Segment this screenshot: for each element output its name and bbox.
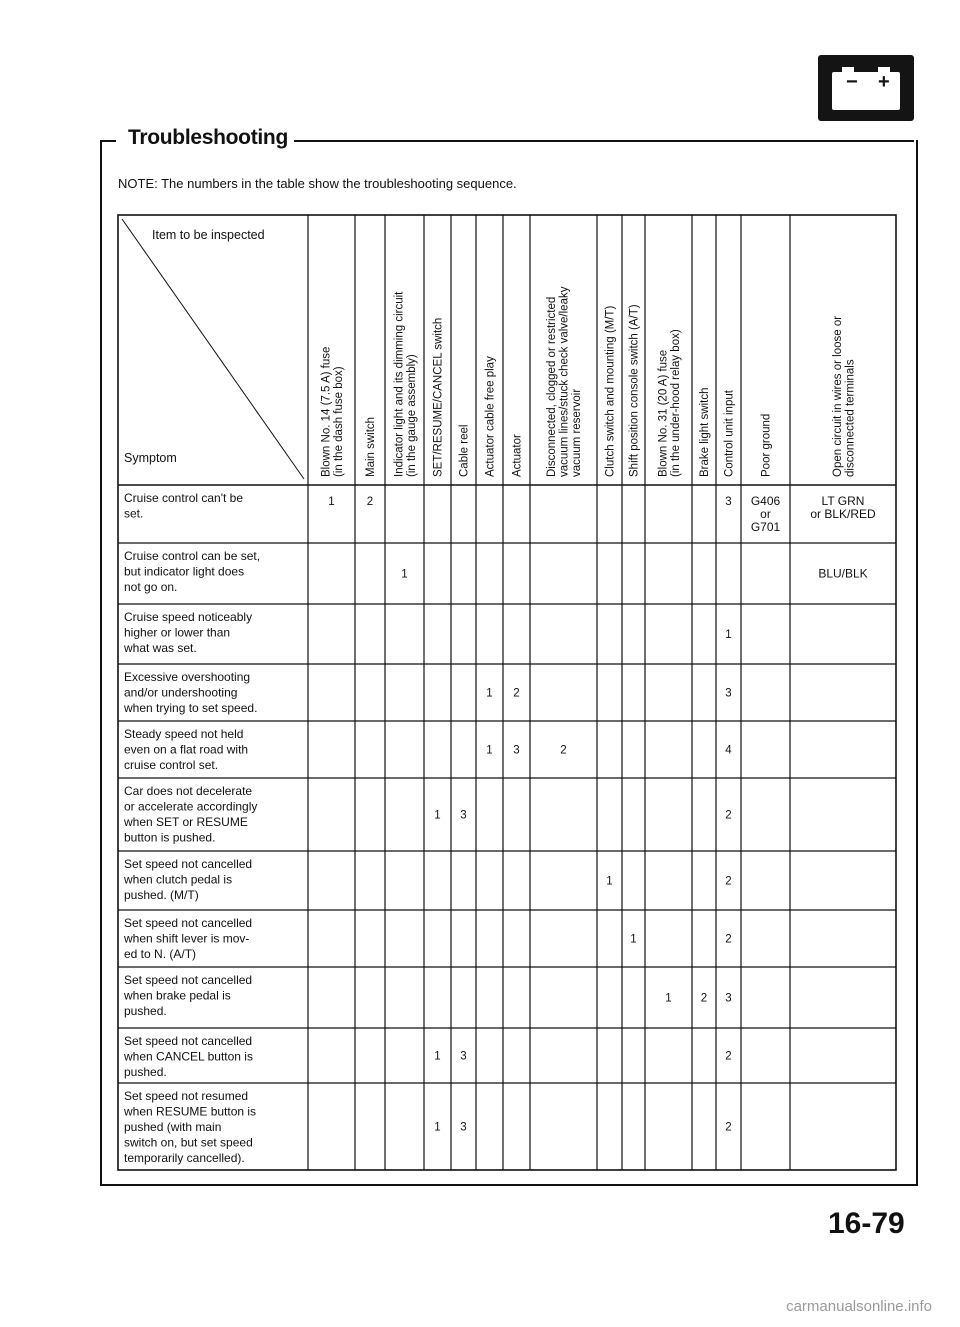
symptom-text: not go on. bbox=[124, 580, 178, 594]
column-header-text: Cable reel bbox=[458, 424, 471, 477]
column-header-9 bbox=[605, 306, 617, 477]
column-header-10 bbox=[629, 304, 641, 477]
column-header-8 bbox=[546, 286, 583, 477]
sequence-cell: 2 bbox=[366, 496, 374, 508]
column-header-text: Poor ground bbox=[760, 413, 773, 477]
column-header-text: Clutch switch and mounting (M/T) bbox=[604, 305, 617, 477]
column-header-text: Indicator light and its dimming circuit bbox=[393, 291, 406, 477]
column-header-7 bbox=[512, 434, 524, 477]
column-header-3 bbox=[393, 291, 418, 477]
symptom-text: temporarily cancelled). bbox=[124, 1151, 245, 1165]
table-row bbox=[123, 916, 732, 961]
sequence-cell: BLU/BLK bbox=[818, 566, 868, 581]
symptom-text: ed to N. (A/T) bbox=[124, 947, 197, 961]
sequence-cell: 3 bbox=[460, 1121, 467, 1134]
symptom-text: Set speed not cancelled bbox=[124, 916, 253, 930]
symptom-text: when RESUME button is bbox=[124, 1104, 257, 1119]
symptom-text: Excessive overshooting bbox=[124, 670, 251, 684]
column-header-2 bbox=[365, 417, 377, 477]
column-header-12 bbox=[699, 388, 711, 477]
column-header-text: disconnected terminals bbox=[844, 359, 857, 477]
table-row bbox=[123, 857, 732, 902]
column-header-14 bbox=[761, 414, 773, 477]
sequence-cell: 3 bbox=[725, 992, 732, 1005]
column-header-text: Shift position console switch (A/T) bbox=[628, 304, 641, 477]
symptom-text: Set speed not cancelled bbox=[124, 857, 253, 871]
column-header-15 bbox=[832, 316, 857, 477]
symptom-text: or accelerate accordingly bbox=[124, 799, 258, 814]
watermark: carmanualsonline.info bbox=[786, 1298, 932, 1315]
symptom-text: Set speed not cancelled bbox=[124, 973, 253, 987]
sequence-cell: LT GRN bbox=[821, 494, 865, 508]
sequence-cell: 1 bbox=[630, 933, 637, 946]
column-header-text: Blown No. 31 (20 A) fuse bbox=[657, 349, 670, 477]
column-header-text: Brake light switch bbox=[699, 387, 711, 477]
table-row bbox=[123, 610, 732, 655]
symptom-text: Cruise control can be set, bbox=[124, 549, 261, 563]
sequence-cell: 2 bbox=[700, 992, 708, 1005]
symptom-text: button is pushed. bbox=[124, 830, 216, 845]
sequence-cell: G406 bbox=[750, 494, 781, 508]
symptom-text: when shift lever is mov- bbox=[124, 931, 250, 946]
sequence-cell: 1 bbox=[328, 496, 335, 508]
symptom-text: Steady speed not held bbox=[124, 727, 244, 741]
sequence-cell: 1 bbox=[486, 744, 493, 757]
symptom-text: Set speed not cancelled bbox=[124, 1034, 253, 1048]
sequence-cell: 3 bbox=[460, 809, 467, 822]
sequence-cell: 3 bbox=[513, 744, 520, 757]
symptom-text: pushed. bbox=[124, 1004, 167, 1018]
symptom-text: but indicator light does bbox=[124, 564, 245, 579]
page-title: Troubleshooting bbox=[122, 126, 294, 150]
symptom-text: set. bbox=[124, 506, 144, 521]
symptom-text: when brake pedal is bbox=[124, 988, 231, 1003]
column-header-5 bbox=[459, 425, 471, 477]
sequence-cell: 3 bbox=[725, 496, 732, 508]
page-number: 16-79 bbox=[828, 1207, 905, 1240]
sequence-cell: 2 bbox=[560, 744, 567, 757]
sequence-cell: 1 bbox=[434, 809, 441, 822]
sequence-cell: 1 bbox=[606, 875, 613, 888]
sequence-cell: 1 bbox=[401, 568, 408, 581]
column-header-text: (in the dash fuse box) bbox=[332, 366, 345, 477]
sequence-cell: 4 bbox=[725, 744, 732, 757]
column-header-text: Actuator cable free play bbox=[484, 356, 497, 477]
column-header-text: Actuator bbox=[511, 434, 524, 477]
symptom-text: cruise control set. bbox=[124, 758, 219, 772]
sequence-cell: 3 bbox=[460, 1050, 467, 1063]
symptom-text: Cruise control can't be bbox=[124, 491, 244, 505]
symptom-text: what was set. bbox=[124, 641, 197, 655]
table-row bbox=[123, 1089, 732, 1165]
sequence-cell: or BLK/RED bbox=[810, 507, 876, 521]
sequence-cell: 1 bbox=[486, 687, 493, 700]
symptom-text: even on a flat road with bbox=[124, 742, 249, 757]
column-header-text: Blown No. 14 (7.5 A) fuse bbox=[320, 346, 333, 477]
column-header-text: (in the under-hood relay box) bbox=[669, 329, 682, 477]
column-header-6 bbox=[485, 356, 497, 477]
column-header-text: SET/RESUME/CANCEL switch bbox=[432, 317, 445, 477]
table-row bbox=[123, 784, 732, 845]
table-row bbox=[124, 491, 876, 534]
sequence-cell: 2 bbox=[725, 1121, 732, 1134]
sequence-cell: 2 bbox=[725, 809, 732, 822]
symptom-text: and/or undershooting bbox=[124, 685, 238, 700]
sequence-cell: 2 bbox=[725, 875, 732, 888]
sequence-cell: 3 bbox=[725, 687, 732, 700]
sequence-cell: 1 bbox=[434, 1050, 441, 1063]
symptom-text: switch on, but set speed bbox=[124, 1135, 253, 1150]
symptom-text: pushed (with main bbox=[124, 1120, 222, 1134]
table-row bbox=[123, 973, 732, 1018]
column-header-text: vacuum reservoir bbox=[571, 388, 583, 477]
column-header-text: Disconnected, clogged or restricted bbox=[546, 296, 558, 477]
symptom-text: when trying to set speed. bbox=[124, 701, 258, 715]
table-row bbox=[123, 670, 732, 715]
column-header-text: vacuum lines/stuck check valve/leaky bbox=[558, 286, 571, 477]
symptom-text: when clutch pedal is bbox=[124, 872, 233, 887]
symptom-text: pushed. bbox=[124, 1065, 167, 1079]
header-diagonal bbox=[122, 219, 304, 479]
column-header-text: Control unit input bbox=[723, 390, 736, 477]
table-row bbox=[124, 727, 732, 772]
column-header-text: Main switch bbox=[365, 416, 377, 477]
symptom-text: Car does not decelerate bbox=[124, 784, 253, 798]
column-header-13 bbox=[724, 389, 736, 477]
sequence-cell: 2 bbox=[513, 687, 520, 700]
battery-icon: − + bbox=[818, 55, 914, 121]
symptom-text: pushed. (M/T) bbox=[124, 888, 199, 902]
sequence-cell: 1 bbox=[725, 629, 732, 641]
sequence-cell: or bbox=[760, 507, 771, 521]
table-row bbox=[124, 549, 868, 594]
sequence-cell: G701 bbox=[750, 520, 781, 534]
column-header-text: Open circuit in wires or loose or bbox=[831, 315, 844, 477]
symptom-text: when CANCEL button is bbox=[124, 1049, 253, 1064]
column-header-1 bbox=[320, 347, 345, 477]
symptom-text: Cruise speed noticeably bbox=[124, 610, 253, 624]
column-header-text: (in the gauge assembly) bbox=[405, 354, 418, 477]
sequence-cell: 2 bbox=[725, 1050, 732, 1063]
symptom-label: Symptom bbox=[124, 451, 177, 465]
item-to-inspect-label: Item to be inspected bbox=[152, 228, 265, 242]
sequence-cell: 1 bbox=[434, 1121, 441, 1134]
sequence-cell: 1 bbox=[665, 992, 672, 1005]
note-text: NOTE: The numbers in the table show the troubleshooting sequence. bbox=[118, 176, 517, 191]
table-row bbox=[123, 1034, 732, 1079]
symptom-text: higher or lower than bbox=[124, 625, 231, 640]
sequence-cell: 2 bbox=[725, 933, 732, 946]
symptom-text: Set speed not resumed bbox=[124, 1089, 249, 1103]
column-header-4 bbox=[433, 318, 445, 477]
column-header-11 bbox=[657, 329, 682, 477]
symptom-text: when SET or RESUME bbox=[124, 815, 248, 829]
